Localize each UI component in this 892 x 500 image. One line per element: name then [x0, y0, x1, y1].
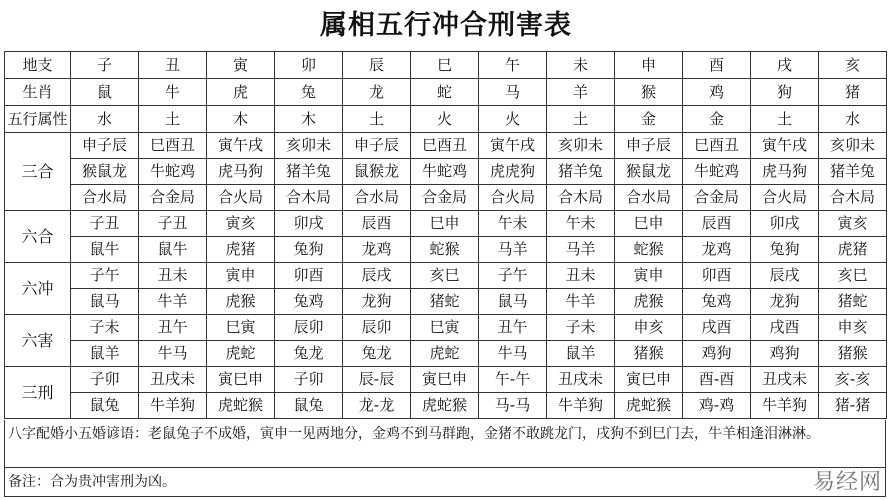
liuhai-cell: 巳寅: [207, 315, 275, 341]
sanhe-cell: 猪羊兔: [275, 159, 343, 185]
sanxing-cell: 马-马: [479, 393, 547, 419]
sanxing-cell: 鼠兔: [275, 393, 343, 419]
liuhe-cell: 卯戌: [275, 211, 343, 237]
liuchong-cell: 亥巳: [819, 263, 887, 289]
liuhai-cell: 辰卯: [275, 315, 343, 341]
sanhe-cell: 猪羊兔: [819, 159, 887, 185]
liuchong-cell: 牛羊: [547, 289, 615, 315]
liuchong-cell: 亥巳: [411, 263, 479, 289]
sanhe-cell: 申子辰: [615, 133, 683, 159]
liuhai-cell: 申亥: [819, 315, 887, 341]
wuxing-cell: 金: [683, 106, 751, 133]
dizhi-cell: 丑: [139, 52, 207, 79]
liuhe-cell: 子丑: [139, 211, 207, 237]
liuhai-cell: 猪猴: [615, 341, 683, 367]
liuchong-cell: 卯酉: [683, 263, 751, 289]
liuhe-cell: 马羊: [547, 237, 615, 263]
marriage-saying-note: 八字配婚小五婚谚语：老鼠兔子不成婚，寅申一见两地分，金鸡不到马群跑，金猪不敢跳龙门，戌狗不到巳门去，牛羊相逢泪淋淋。: [8, 426, 820, 442]
shengxiao-cell: 虎: [207, 79, 275, 106]
liuhe-cell: 龙鸡: [683, 237, 751, 263]
liuchong-cell: 丑未: [139, 263, 207, 289]
liuchong-cell: 虎猴: [615, 289, 683, 315]
liuchong-cell: 虎猴: [207, 289, 275, 315]
sanhe-cell: 亥卯未: [547, 133, 615, 159]
sanhe-cell: 亥卯未: [275, 133, 343, 159]
wuxing-cell: 水: [71, 106, 139, 133]
sanhe-cell: 寅午戌: [479, 133, 547, 159]
shengxiao-cell: 羊: [547, 79, 615, 106]
sanxing-cell: 寅巳申: [207, 367, 275, 393]
liuhai-cell: 巳寅: [411, 315, 479, 341]
liuchong-cell: 兔鸡: [683, 289, 751, 315]
dizhi-cell: 子: [71, 52, 139, 79]
liuchong-cell: 龙狗: [343, 289, 411, 315]
shengxiao-cell: 猪: [819, 79, 887, 106]
sanhe-cell: 合金局: [139, 185, 207, 211]
wuxing-cell: 土: [343, 106, 411, 133]
sanhe-cell: 合火局: [479, 185, 547, 211]
wuxing-cell: 金: [615, 106, 683, 133]
sanhe-cell: 虎虎狗: [479, 159, 547, 185]
wuxing-row: [5, 106, 887, 133]
dizhi-cell: 午: [479, 52, 547, 79]
liuchong-cell: 猪蛇: [819, 289, 887, 315]
liuchong-cell: 辰戌: [343, 263, 411, 289]
liuhai-cell: 子未: [547, 315, 615, 341]
sanxing-cell: 寅巳申: [411, 367, 479, 393]
site-watermark: 易经网: [812, 470, 882, 495]
liuhe-cell: 鼠牛: [139, 237, 207, 263]
page-title: 属相五行冲合刑害表: [320, 10, 572, 41]
liuchong-cell: 牛羊: [139, 289, 207, 315]
sanhe-cell: 合水局: [343, 185, 411, 211]
sanhe-cell: 合水局: [615, 185, 683, 211]
liuchong-cell: 丑未: [547, 263, 615, 289]
sanxing-row: [5, 393, 887, 419]
liuhe-cell: 辰酉: [343, 211, 411, 237]
liuhe-cell: 蛇猴: [615, 237, 683, 263]
liuhai-cell: 丑午: [479, 315, 547, 341]
shengxiao-cell: 狗: [751, 79, 819, 106]
wuxing-cell: 火: [479, 106, 547, 133]
sanxing-cell: 牛羊狗: [751, 393, 819, 419]
liuchong-cell: 兔鸡: [275, 289, 343, 315]
zodiac-table-body: [5, 52, 887, 419]
liuchong-cell: 卯酉: [275, 263, 343, 289]
liuhe-cell: 兔狗: [275, 237, 343, 263]
zodiac-table: [4, 51, 887, 419]
liuhe-label: 六合: [5, 211, 71, 263]
sanxing-cell: 虎蛇猴: [207, 393, 275, 419]
liuhe-cell: 马羊: [479, 237, 547, 263]
remark-note: 备注：合为贵冲害刑为凶。: [4, 467, 886, 497]
wuxing-label: 五行属性: [5, 106, 71, 133]
shengxiao-cell: 鸡: [683, 79, 751, 106]
liuhai-cell: 虎蛇: [411, 341, 479, 367]
sanxing-label: 三刑: [5, 367, 71, 419]
liuhai-label: 六害: [5, 315, 71, 367]
liuhai-cell: 虎蛇: [207, 341, 275, 367]
liuhe-cell: 子丑: [71, 211, 139, 237]
shengxiao-cell: 马: [479, 79, 547, 106]
sanhe-cell: 猪羊兔: [547, 159, 615, 185]
sanhe-cell: 合木局: [547, 185, 615, 211]
liuhai-cell: 兔龙: [275, 341, 343, 367]
liuhe-cell: 虎猪: [207, 237, 275, 263]
liuhe-cell: 巳申: [615, 211, 683, 237]
liuchong-cell: 子午: [71, 263, 139, 289]
sanxing-cell: 猪-猪: [819, 393, 887, 419]
sanhe-cell: 合水局: [71, 185, 139, 211]
liuchong-cell: 鼠马: [479, 289, 547, 315]
sanxing-cell: 酉-酉: [683, 367, 751, 393]
liuhe-cell: 蛇猴: [411, 237, 479, 263]
sanhe-cell: 巳酉丑: [139, 133, 207, 159]
liuhai-cell: 戌酉: [683, 315, 751, 341]
sanhe-cell: 合金局: [683, 185, 751, 211]
dizhi-cell: 未: [547, 52, 615, 79]
sanhe-cell: 合火局: [751, 185, 819, 211]
sanxing-cell: 丑戌未: [139, 367, 207, 393]
sanxing-cell: 牛羊狗: [547, 393, 615, 419]
shengxiao-cell: 蛇: [411, 79, 479, 106]
sanhe-cell: 牛蛇鸡: [683, 159, 751, 185]
shengxiao-label: 生肖: [5, 79, 71, 106]
liuhe-cell: 巳申: [411, 211, 479, 237]
sanxing-cell: 子卯: [275, 367, 343, 393]
sanhe-cell: 虎马狗: [207, 159, 275, 185]
sanhe-row: [5, 159, 887, 185]
wuxing-cell: 土: [547, 106, 615, 133]
wuxing-cell: 木: [275, 106, 343, 133]
sanxing-cell: 丑戌未: [547, 367, 615, 393]
liuhai-row: [5, 315, 887, 341]
sanxing-cell: 鼠兔: [71, 393, 139, 419]
liuchong-cell: 辰戌: [751, 263, 819, 289]
sanhe-cell: 虎马狗: [751, 159, 819, 185]
liuchong-cell: 龙狗: [751, 289, 819, 315]
liuhe-cell: 鼠牛: [71, 237, 139, 263]
sanhe-cell: 寅午戌: [751, 133, 819, 159]
liuhe-cell: 龙鸡: [343, 237, 411, 263]
liuhai-cell: 猪猴: [819, 341, 887, 367]
liuchong-label: 六冲: [5, 263, 71, 315]
liuhai-cell: 鼠羊: [71, 341, 139, 367]
liuchong-cell: 子午: [479, 263, 547, 289]
liuhai-cell: 鸡狗: [751, 341, 819, 367]
sanhe-cell: 合火局: [207, 185, 275, 211]
sanhe-label: 三合: [5, 133, 71, 211]
dizhi-row: [5, 52, 887, 79]
sanhe-cell: 巳酉丑: [411, 133, 479, 159]
wuxing-cell: 土: [751, 106, 819, 133]
liuhe-cell: 卯戌: [751, 211, 819, 237]
liuhai-row: [5, 341, 887, 367]
liuhe-cell: 午未: [479, 211, 547, 237]
shengxiao-cell: 兔: [275, 79, 343, 106]
sanhe-cell: 合木局: [275, 185, 343, 211]
dizhi-cell: 戌: [751, 52, 819, 79]
dizhi-cell: 酉: [683, 52, 751, 79]
liuchong-cell: 寅申: [207, 263, 275, 289]
liuhe-cell: 辰酉: [683, 211, 751, 237]
liuhai-cell: 辰卯: [343, 315, 411, 341]
shengxiao-cell: 牛: [139, 79, 207, 106]
liuhai-cell: 鼠羊: [547, 341, 615, 367]
liuhai-cell: 鸡狗: [683, 341, 751, 367]
liuchong-cell: 猪蛇: [411, 289, 479, 315]
sanxing-cell: 牛羊狗: [139, 393, 207, 419]
sanhe-cell: 猴鼠龙: [71, 159, 139, 185]
dizhi-cell: 亥: [819, 52, 887, 79]
sanxing-cell: 寅巳申: [615, 367, 683, 393]
dizhi-cell: 卯: [275, 52, 343, 79]
wuxing-cell: 土: [139, 106, 207, 133]
sanhe-row: [5, 185, 887, 211]
liuhai-cell: 兔龙: [343, 341, 411, 367]
sanxing-cell: 虎蛇猴: [615, 393, 683, 419]
sanxing-row: [5, 367, 887, 393]
liuhai-cell: 丑午: [139, 315, 207, 341]
liuhai-cell: 戌酉: [751, 315, 819, 341]
liuchong-cell: 寅申: [615, 263, 683, 289]
liuhe-cell: 午未: [547, 211, 615, 237]
liuhe-row: [5, 211, 887, 237]
sanhe-cell: 申子辰: [71, 133, 139, 159]
shengxiao-cell: 鼠: [71, 79, 139, 106]
sanxing-cell: 虎蛇猴: [411, 393, 479, 419]
shengxiao-row: [5, 79, 887, 106]
sanhe-cell: 亥卯未: [819, 133, 887, 159]
liuhe-row: [5, 237, 887, 263]
shengxiao-cell: 龙: [343, 79, 411, 106]
sanhe-cell: 申子辰: [343, 133, 411, 159]
wuxing-cell: 水: [819, 106, 887, 133]
sanhe-cell: 牛蛇鸡: [411, 159, 479, 185]
sanxing-cell: 午-午: [479, 367, 547, 393]
sanxing-cell: 亥-亥: [819, 367, 887, 393]
dizhi-cell: 辰: [343, 52, 411, 79]
sanhe-cell: 猴鼠龙: [615, 159, 683, 185]
sanxing-cell: 龙-龙: [343, 393, 411, 419]
sanhe-cell: 合金局: [411, 185, 479, 211]
sanhe-cell: 寅午戌: [207, 133, 275, 159]
liuhai-cell: 牛马: [139, 341, 207, 367]
liuhe-cell: 寅亥: [819, 211, 887, 237]
sanxing-cell: 鸡-鸡: [683, 393, 751, 419]
sanhe-cell: 巳酉丑: [683, 133, 751, 159]
sanxing-cell: 丑戌未: [751, 367, 819, 393]
sanhe-cell: 牛蛇鸡: [139, 159, 207, 185]
wuxing-cell: 木: [207, 106, 275, 133]
dizhi-label: 地支: [5, 52, 71, 79]
dizhi-cell: 巳: [411, 52, 479, 79]
liuchong-row: [5, 263, 887, 289]
liuchong-cell: 鼠马: [71, 289, 139, 315]
dizhi-cell: 申: [615, 52, 683, 79]
dizhi-cell: 寅: [207, 52, 275, 79]
sanhe-cell: 合木局: [819, 185, 887, 211]
sanhe-row: [5, 133, 887, 159]
liuhe-cell: 兔狗: [751, 237, 819, 263]
shengxiao-cell: 猴: [615, 79, 683, 106]
liuchong-row: [5, 289, 887, 315]
liuhai-cell: 牛马: [479, 341, 547, 367]
liuhai-cell: 申亥: [615, 315, 683, 341]
liuhai-cell: 子未: [71, 315, 139, 341]
sanxing-cell: 子卯: [71, 367, 139, 393]
sanxing-cell: 辰-辰: [343, 367, 411, 393]
wuxing-cell: 火: [411, 106, 479, 133]
liuhe-cell: 寅亥: [207, 211, 275, 237]
liuhe-cell: 虎猪: [819, 237, 887, 263]
sanhe-cell: 鼠猴龙: [343, 159, 411, 185]
